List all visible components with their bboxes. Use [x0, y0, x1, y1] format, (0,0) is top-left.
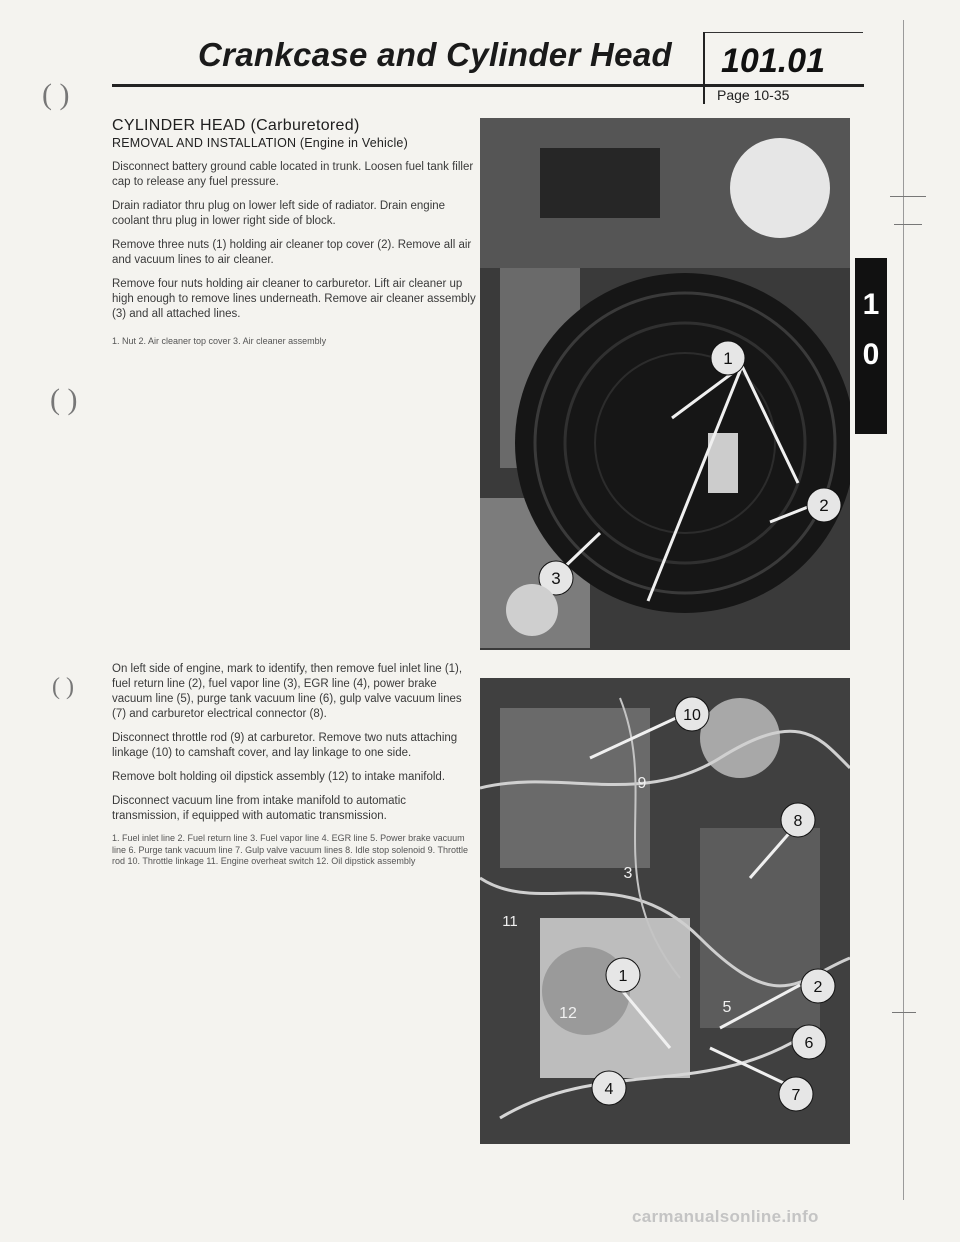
- section-heading: CYLINDER HEAD (Carburetored): [112, 117, 360, 134]
- header-rule: [112, 84, 864, 87]
- edge-mark: [894, 224, 922, 225]
- tab-digit-zero: 0: [862, 338, 880, 371]
- photo2-callout-9: 9: [637, 775, 647, 792]
- binder-hole-mark: ( ): [52, 674, 74, 700]
- watermark: carmanualsonline.info: [632, 1207, 819, 1226]
- photo2-callout-3: 3: [623, 865, 633, 882]
- paragraph: Remove three nuts (1) holding air cleaner top cover (2). Remove all air and vacuum lines to air cleaner.: [112, 239, 472, 266]
- text-block-top: [112, 118, 476, 348]
- photo-engine-left-side: [480, 678, 850, 1144]
- paragraph: Disconnect battery ground cable located in trunk. Loosen fuel tank filler cap to release any fuel pressure.: [112, 161, 474, 188]
- paragraph: Drain radiator thru plug on lower left side of radiator. Drain engine coolant thru plug in lower right side of block.: [112, 200, 446, 227]
- photo2-callout-11: 11: [502, 913, 518, 930]
- page-number: Page 10-35: [717, 87, 790, 103]
- photo2-callout-5: 5: [722, 999, 732, 1016]
- photo2-callout-10: 10: [683, 707, 701, 724]
- edge-mark: [892, 1012, 916, 1013]
- paragraph: Disconnect throttle rod (9) at carburetor. Remove two nuts attaching linkage (10) to camshaft cover, and lay linkage to one side.: [112, 732, 458, 759]
- photo1-callout-3: 3: [551, 569, 561, 588]
- paragraph: Remove bolt holding oil dipstick assembly (12) to intake manifold.: [112, 771, 446, 783]
- binder-hole-mark: ( ): [42, 78, 70, 111]
- section-top-rule: [703, 32, 863, 33]
- figure-caption: 1. Fuel inlet line 2. Fuel return line 3. Fuel vapor line 4. EGR line 5. Power brake vacuum line 6. Purge tank vacuum line 7. Gulp valve vacuum lines 8. Idle stop solenoid 9. Throttle rod 10. Throttle linkage 11. Engine overheat switch 12. Oil dipstick assembly: [112, 833, 469, 866]
- photo2-callout-7: 7: [791, 1087, 801, 1104]
- photo1-callout-1: 1: [723, 349, 733, 368]
- page-title: Crankcase and Cylinder Head: [198, 36, 672, 73]
- photo1-callout-2: 2: [819, 496, 829, 515]
- photo2-callout-1: 1: [618, 968, 628, 985]
- paragraph: Remove four nuts holding air cleaner to carburetor. Lift air cleaner up high enough to remove lines underneath. Remove air cleaner assembly (3) and all attached lines.: [112, 278, 476, 320]
- photo2-callout-8: 8: [793, 813, 803, 830]
- binder-hole-mark: ( ): [50, 383, 78, 416]
- section-box: [703, 28, 863, 108]
- figure-caption: 1. Nut 2. Air cleaner top cover 3. Air cleaner assembly: [112, 336, 327, 346]
- photo2-callout-12: 12: [559, 1005, 577, 1022]
- paragraph: Disconnect vacuum line from intake manifold to automatic transmission, if equipped with automatic transmission.: [112, 795, 407, 822]
- chapter-tab-marker: [855, 258, 887, 434]
- edge-mark: [890, 196, 926, 197]
- section-number: 101.01: [721, 42, 825, 80]
- text-block-bottom: [112, 662, 476, 868]
- photo-air-cleaner: [480, 118, 850, 650]
- procedure-subheading: REMOVAL AND INSTALLATION (Engine in Vehicle): [112, 136, 408, 150]
- paragraph: On left side of engine, mark to identify, then remove fuel inlet line (1), fuel return line (2), fuel vapor line (3), EGR line (4), power brake vacuum line (5), purge tank vacuum line (6), gulp valve vacuum lines (7) and carburetor electrical connector (8).: [112, 663, 463, 720]
- tab-digit-one: 1: [862, 288, 880, 321]
- photo2-callout-2: 2: [813, 979, 823, 996]
- photo2-callout-4: 4: [604, 1081, 614, 1098]
- photo2-callout-6: 6: [804, 1035, 814, 1052]
- section-divider: [703, 32, 705, 104]
- page-edge-line: [903, 20, 904, 1200]
